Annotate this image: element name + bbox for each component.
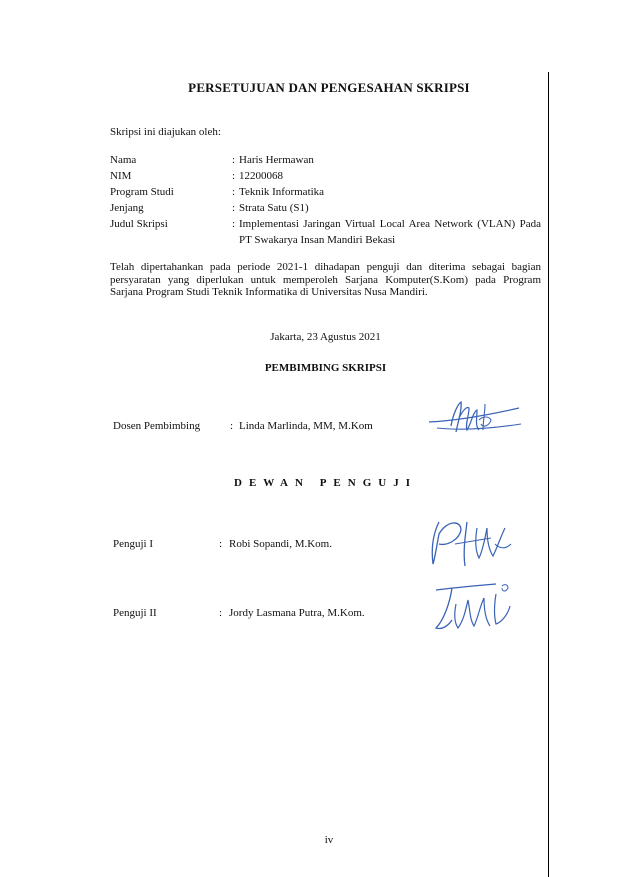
examiner2-name: Jordy Lasmana Putra, M.Kom. (229, 607, 365, 619)
jenjang-colon: : (232, 202, 236, 214)
examiner2-signature (432, 580, 518, 634)
prodi-value: Teknik Informatika (239, 186, 325, 198)
nim-label: NIM (110, 170, 132, 182)
statement-paragraph: Telah dipertahankan pada periode 2021-1 dihadapan penguji dan diterima sebagai bagian persyaratan yang diperlukan untuk memperoleh Sarjana Komputer(S.Kom) pada Program Sarjana Program Studi Teknik Informatika di Universitas Nusa Mandiri. (110, 261, 541, 298)
intro-text: Skripsi ini diajukan oleh: (110, 126, 221, 138)
advisor-signature (425, 398, 525, 442)
nim-colon: : (232, 170, 236, 182)
judul-label: Judul Skripsi (110, 218, 168, 230)
page-title: PERSETUJUAN DAN PENGESAHAN SKRIPSI (188, 80, 470, 95)
examiner2-label: Penguji II (113, 607, 157, 619)
place-date: Jakarta, 23 Agustus 2021 (270, 331, 381, 343)
judul-value: Implementasi Jaringan Virtual Local Area Network (VLAN) Pada PT Swakarya Insan Mandiri Bekasi (239, 218, 541, 246)
examiner1-colon: : (219, 538, 223, 550)
prodi-colon: : (232, 186, 236, 198)
examiner1-name: Robi Sopandi, M.Kom. (229, 538, 332, 550)
jenjang-value: Strata Satu (S1) (239, 202, 309, 214)
name-label: Nama (110, 154, 137, 166)
advisor-name: Linda Marlinda, MM, M.Kom (239, 420, 373, 432)
name-colon: : (232, 154, 236, 166)
examiner1-signature (425, 514, 515, 574)
name-value: Haris Hermawan (239, 154, 314, 166)
jenjang-label: Jenjang (110, 202, 144, 214)
examiner1-label: Penguji I (113, 538, 154, 550)
judul-colon: : (232, 218, 236, 230)
page-number: iv (324, 834, 334, 846)
prodi-label: Program Studi (110, 186, 174, 198)
advisor-colon: : (230, 420, 234, 432)
nim-value: 12200068 (239, 170, 283, 182)
examiners-heading: DEWAN PENGUJI (234, 477, 417, 489)
examiner2-colon: : (219, 607, 223, 619)
advisor-label: Dosen Pembimbing (113, 420, 201, 432)
page-margin-rule (548, 72, 549, 877)
advisor-heading: PEMBIMBING SKRIPSI (264, 362, 387, 374)
